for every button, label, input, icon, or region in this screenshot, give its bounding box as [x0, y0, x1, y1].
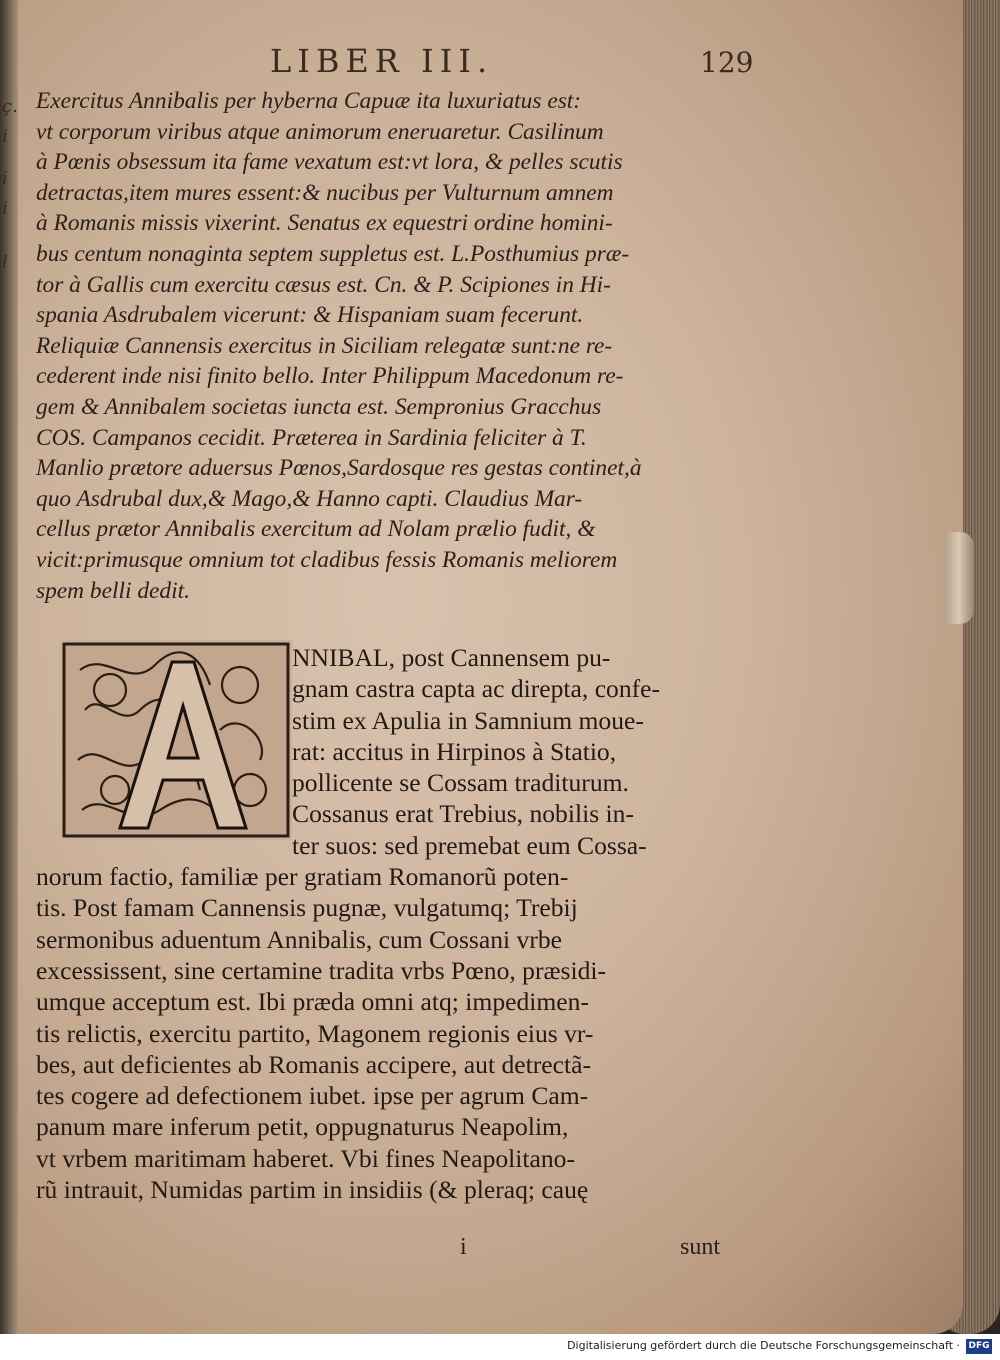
- text-line: NNIBAL, post Cannensem pu-: [292, 643, 611, 672]
- text-line: excessissent, sine certamine tradita vrbs Pœno, præsidi-: [36, 955, 607, 985]
- text-line: norum factio, familiæ per gratiam Romanorũ poten-: [36, 862, 569, 892]
- summary-line: gem & Annibalem societas iuncta est. Sempronius Gracchus: [36, 393, 602, 420]
- text-line: sermonibus aduentum Annibalis, cum Cossani vrbe: [36, 924, 563, 954]
- summary-line: bus centum nonaginta septem suppletus est. L.Posthumius præ-: [36, 240, 630, 267]
- funding-credit: Digitalisierung gefördert durch die Deutsche Forschungsgemeinschaft ·: [567, 1339, 960, 1352]
- edge-fragment: i: [2, 126, 8, 147]
- summary-line: Manlio prætore aduersus Pœnos,Sardosque res gestas continet,à: [36, 455, 642, 482]
- text-line: rũ intrauit, Numidas partim in insidiis (& pleraq; cauę: [36, 1175, 589, 1205]
- summary-line: spem belli dedit.: [36, 577, 190, 604]
- text-line: tis relictis, exercitu partito, Magonem regionis eius vr-: [36, 1018, 594, 1048]
- chapter-summary: [36, 86, 774, 606]
- main-text: [36, 642, 772, 1205]
- summary-line: à Pœnis obsessum ita fame vexatum est:vt lora, & pelles scutis: [36, 149, 623, 176]
- summary-line: cellus prætor Annibalis exercitum ad Nolam prælio fudit, &: [36, 516, 596, 543]
- text-line: gnam castra capta ac direpta, confe-: [292, 674, 661, 704]
- text-line: Cossanus erat Trebius, nobilis in-: [292, 799, 634, 829]
- summary-line: detractas,item mures essent:& nucibus per Vulturnum amnem: [36, 179, 614, 206]
- summary-line: Reliquiæ Cannensis exercitus in Siciliam relegatæ sunt:ne re-: [36, 332, 613, 359]
- footer-bar: [0, 1334, 1000, 1360]
- text-line: bes, aut deficientes ab Romanis accipere, aut detrectã-: [36, 1049, 591, 1079]
- text-line: ter suos: sed premebat eum Cossa-: [292, 830, 647, 860]
- signature-mark: i: [460, 1234, 467, 1260]
- text-line: rat: accitus in Hirpinos à Statio,: [292, 736, 617, 766]
- catchword: sunt: [680, 1234, 721, 1260]
- text-line: stim ex Apulia in Samnium moue-: [292, 705, 644, 735]
- page-tab: [944, 532, 974, 624]
- text-line: tes cogere ad defectionem iubet. ipse per agrum Cam-: [36, 1081, 589, 1111]
- edge-fragment: i: [2, 168, 8, 189]
- edge-fragment: i: [2, 198, 8, 219]
- summary-line: vicit:primusque omnium tot cladibus fessis Romanis meliorem: [36, 546, 618, 573]
- page-number: 129: [700, 46, 754, 79]
- edge-fragment: ç.: [2, 96, 18, 117]
- summary-line: COS. Campanos cecidit. Præterea in Sardinia feliciter à T.: [36, 424, 587, 451]
- text-line: tis. Post famam Cannensis pugnæ, vulgatumq; Trebij: [36, 893, 578, 923]
- summary-line: cederent inde nisi finito bello. Inter Philippum Macedonum re-: [36, 363, 624, 390]
- summary-line: spania Asdrubalem vicerunt: & Hispaniam suam fecerunt.: [36, 302, 584, 329]
- summary-line: vt corporum viribus atque animorum eneruaretur. Casilinum: [36, 118, 604, 145]
- summary-line: à Romanis missis vixerint. Senatus ex equestri ordine homini-: [36, 210, 613, 237]
- text-line: vt vrbem maritimam haberet. Vbi fines Neapolitano-: [36, 1143, 575, 1173]
- text-line: panum mare inferum petit, oppugnaturus Neapolim,: [36, 1112, 569, 1142]
- summary-line: tor à Gallis cum exercitu cæsus est. Cn. & P. Scipiones in Hi-: [36, 271, 611, 298]
- text-line: pollicente se Cossam traditurum.: [292, 768, 629, 798]
- summary-line: quo Asdrubal dux,& Mago,& Hanno capti. Claudius Mar-: [36, 485, 583, 512]
- dfg-logo: DFG: [966, 1339, 992, 1354]
- edge-fragment: l: [2, 252, 8, 273]
- page-header: [0, 42, 1000, 82]
- text-line: umque acceptum est. Ibi præda omni atq; impedimen-: [36, 987, 589, 1017]
- catchword-line: [0, 1234, 1000, 1264]
- running-head: LIBER III.: [270, 42, 494, 80]
- summary-line: Exercitus Annibalis per hyberna Capuæ ita luxuriatus est:: [36, 88, 582, 114]
